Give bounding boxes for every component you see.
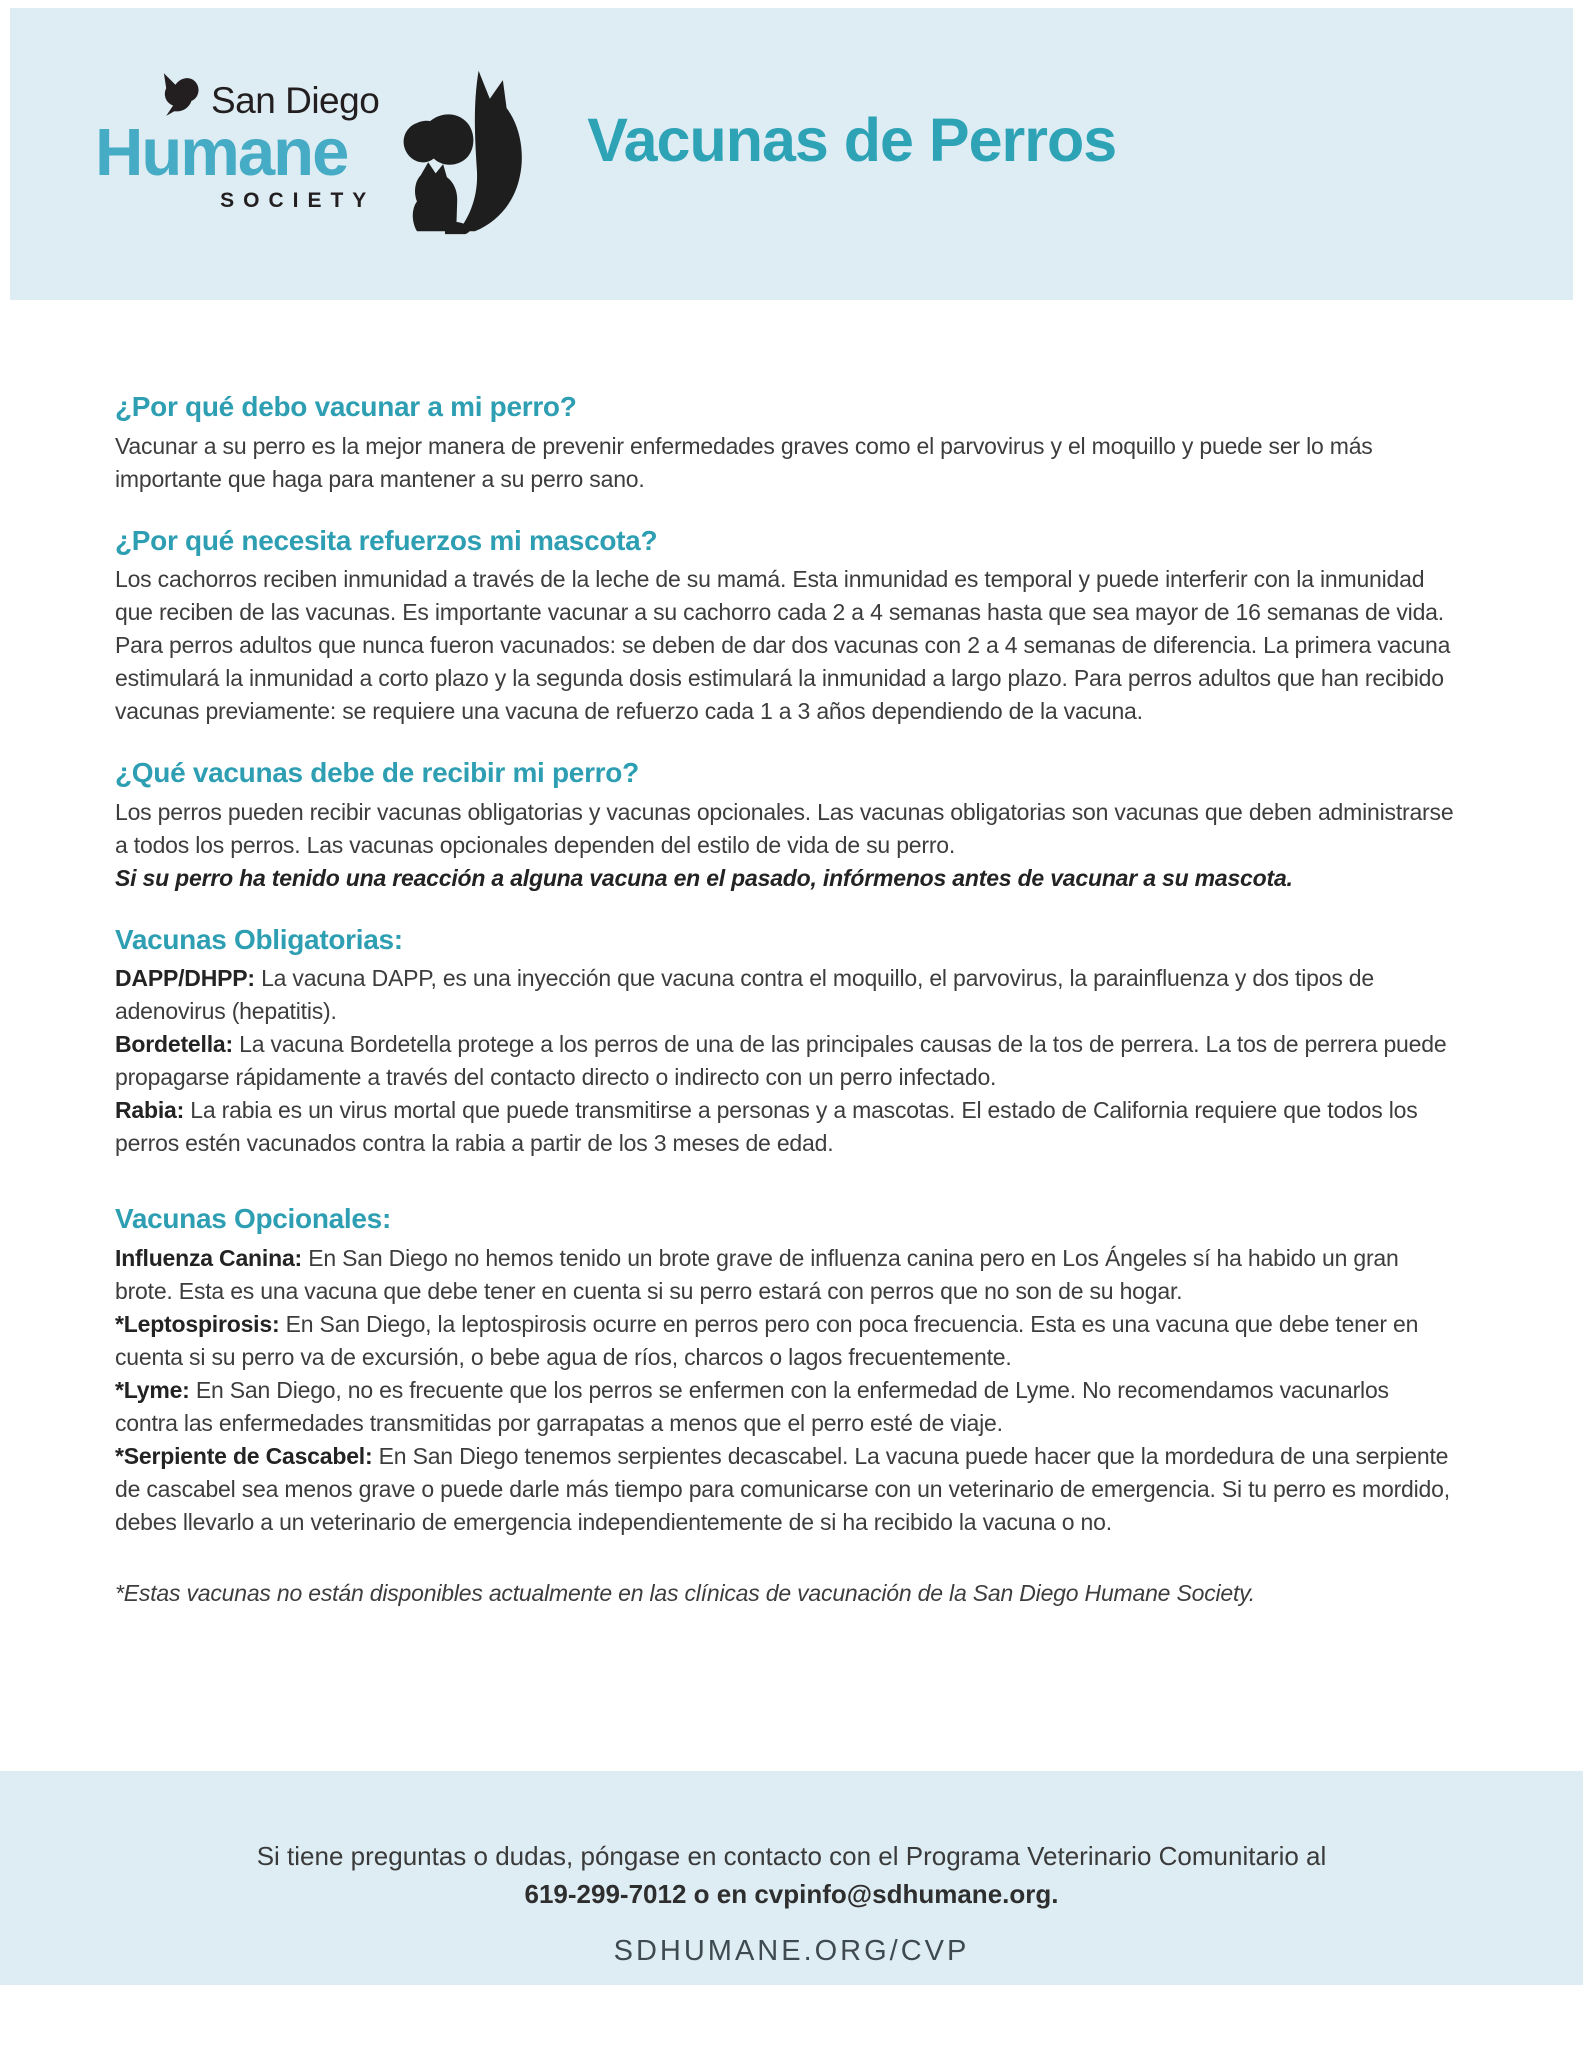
paragraph-why-vaccinate: Vacunar a su perro es la mejor manera de prevenir enfermedades graves como el parvovirus y el moquillo y puede ser lo más importante que haga para mantener a su perro sano. (115, 432, 1373, 492)
vaccine-item-rattlesnake (115, 1440, 1455, 1539)
footer-band (0, 1771, 1583, 1985)
vaccine-label-bordetella: Bordetella: (115, 1031, 233, 1058)
paragraph-vaccine-types: Los perros pueden recibir vacunas obligatorias y vacunas opcionales. Las vacunas obligatorias son vacunas que deben administrarse a todos los perros. Las vacunas opcionales dependen del estilo de vida de su perro. (115, 798, 1454, 858)
vaccine-item-dapp (115, 962, 1455, 1028)
section-heading-optional-vaccines: Vacunas Opcionales: (115, 1203, 391, 1235)
footer-phone-email: 619-299-7012 o en cvpinfo@sdhumane.org. (524, 1879, 1059, 1909)
section-heading-which-vaccines: ¿Qué vacunas debe de recibir mi perro? (115, 757, 639, 789)
vaccine-label-leptospirosis: *Leptospirosis: (115, 1310, 280, 1337)
vaccine-item-rabies (115, 1094, 1455, 1160)
vaccine-text-bordetella: La vacuna Bordetella protege a los perros de una de las principales causas de la tos de perrera. La tos de perrera puede propagarse rápidamente a través del contacto directo o indirecto con un perro infectado. (115, 1031, 1447, 1091)
logo-society: SOCIETY (220, 189, 376, 213)
hummingbird-icon (157, 71, 203, 117)
logo-san-diego: San Diego (211, 80, 380, 121)
vaccine-text-dapp: La vacuna DAPP, es una inyección que vacuna contra el moquillo, el parvovirus, la parainfluenza y dos tipos de adenovirus (hepatitis). (115, 965, 1374, 1025)
vaccine-item-lyme (115, 1374, 1455, 1440)
vaccine-text-rattlesnake: En San Diego tenemos serpientes decascabel. La vacuna puede hacer que la mordedura de una serpiente de cascabel sea menos grave o puede darle más tiempo para comunicarse con un veterinario de emergencia. Si tu perro es mordido, debes llevarlo a un veterinario de emergencia independientemente de si ha recibido la vacuna o no. (115, 1442, 1450, 1535)
sdhs-logo (95, 71, 529, 237)
vaccine-label-rattlesnake: *Serpiente de Cascabel: (115, 1442, 373, 1469)
section-heading-why-vaccinate: ¿Por qué debo vacunar a mi perro? (115, 391, 577, 422)
vaccine-text-leptospirosis: En San Diego, la leptospirosis ocurre en perros pero con poca frecuencia. Esta es una vacuna que debe tener en cuenta si su perro va de excursión, o bebe agua de ríos, charcos o lagos frecuentemente. (115, 1310, 1419, 1370)
vaccine-text-rabies: La rabia es un virus mortal que puede transmitirse a personas y a mascotas. El estado de California requiere que todos los perros estén vacunados contra la rabia a partir de los 3 meses de edad. (115, 1097, 1418, 1157)
section-heading-boosters: ¿Por qué necesita refuerzos mi mascota? (115, 524, 658, 556)
document-body (0, 300, 1470, 1610)
vaccine-item-bordetella (115, 1028, 1455, 1094)
vaccine-item-leptospirosis (115, 1308, 1455, 1374)
header-band (10, 8, 1573, 300)
section-heading-mandatory-vaccines: Vacunas Obligatorias: (115, 923, 403, 955)
reaction-warning-text: Si su perro ha tenido una reacción a alguna vacuna en el pasado, infórmenos antes de vacunar a su mascota. (115, 864, 1293, 891)
logo-humane: Humane (95, 115, 348, 190)
vaccine-label-lyme: *Lyme: (115, 1376, 190, 1403)
vaccine-item-influenza (115, 1242, 1455, 1308)
footer-contact-intro: Si tiene preguntas o dudas, póngase en contacto con el Programa Veterinario Comunitario al (256, 1841, 1327, 1871)
logo-text (95, 71, 379, 213)
paragraph-adult-dogs: Para perros adultos que nunca fueron vacunados: se deben de dar dos vacunas con 2 a 4 semanas de diferencia. La primera vacuna estimulará la inmunidad a corto plazo y la segunda dosis estimulará la inmunidad a largo plazo. Para perros adultos que han recibido vacunas previamente: se requiere una vacuna de refuerzo cada 1 a 3 años dependiendo de la vacuna. (115, 632, 1451, 725)
horse-dog-cat-silhouette-icon (389, 65, 529, 237)
vaccine-label-influenza: Influenza Canina: (115, 1244, 303, 1271)
vaccine-text-lyme: En San Diego, no es frecuente que los perros se enfermen con la enfermedad de Lyme. No recomendamos vacunarlos contra las enfermedades transmitidas por garrapatas a menos que el perro esté de viaje. (115, 1376, 1389, 1436)
paragraph-puppies-immunity: Los cachorros reciben inmunidad a través de la leche de su mamá. Esta inmunidad es temporal y puede interferir con la inmunidad que reciben de las vacunas. Es importante vacunar a su cachorro cada 2 a 4 semanas hasta que sea mayor de 16 semanas de vida. (115, 566, 1444, 626)
footer-website-url: SDHUMANE.ORG/CVP (613, 1935, 970, 1967)
vaccine-label-dapp: DAPP/DHPP: (115, 965, 255, 992)
vaccine-label-rabies: Rabia: (115, 1097, 185, 1124)
vaccine-text-influenza: En San Diego no hemos tenido un brote grave de influenza canina pero en Los Ángeles sí ha habido un gran brote. Esta es una vacuna que debe tener en cuenta si su perro estará con perros que no son de su hogar. (115, 1244, 1399, 1304)
availability-footnote: *Estas vacunas no están disponibles actualmente en las clínicas de vacunación de la San Diego Humane Society. (115, 1579, 1255, 1606)
page-title: Vacunas de Perros (587, 106, 1117, 174)
